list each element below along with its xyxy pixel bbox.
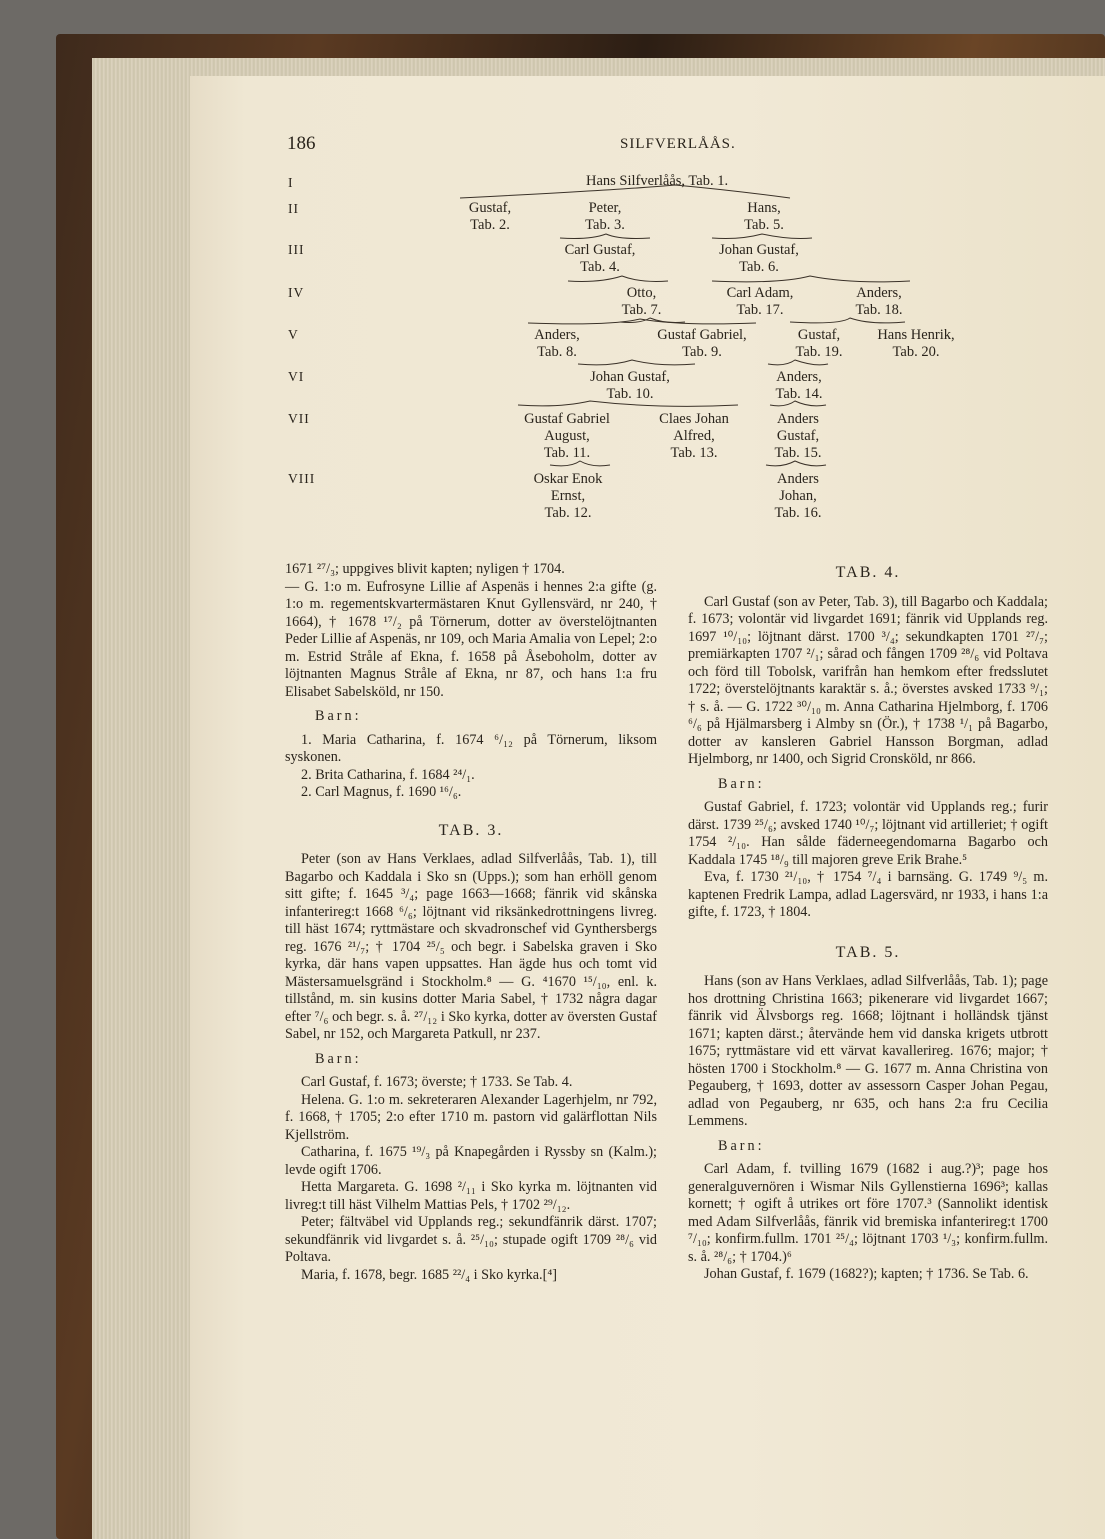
generation-label: II — [288, 201, 299, 216]
generation-label: III — [288, 242, 305, 257]
children-label: Barn: — [315, 1050, 362, 1067]
child-entry: Helena. G. 1:o m. sekreteraren Alexander Lagerhjelm, nr 792, f. 1668, † 1705; 2:o efter 1710 m. pastorn vid galärflottan Nils Kjellström. — [285, 1091, 657, 1143]
generation-label: IV — [288, 285, 305, 300]
generation-label: VI — [288, 369, 305, 384]
child-entry: 2. Carl Magnus, f. 1690 ¹⁶/₆. — [301, 784, 462, 800]
tree-node-anders-tab18: Anders, Tab. 18. — [855, 285, 903, 318]
running-title: SILFVERLÅÅS. — [620, 136, 736, 152]
tree-node-johan-gustaf-tab6: Johan Gustaf, Tab. 6. — [719, 242, 799, 275]
tree-node-anders-gustaf-tab15: Anders Gustaf, Tab. 15. — [774, 411, 822, 461]
child-entry: Hetta Margareta. G. 1698 ²/₁₁ i Sko kyrka m. löjtnanten vid livreg:t till häst Vilhelm Mattias Pels, † 1702 ²⁹/₁₂. — [285, 1179, 657, 1213]
paragraph: — G. 1:o m. Eufrosyne Lillie af Aspenäs i hennes 2:a gifte (g. 1:o m. regementskvartermästaren Knut Gyllensvärd, nr 240, † 1664), † 1678 ¹⁷/₂ på Törnerum, dotter av överstelöjtnanten Peder Lillie af Aspenäs, nr 109, och Maria Amalia von Lepel; 2:o m. Estrid Stråle af Ekna, f. 1658 på Åseboholm, dotter av löjtnanten Magnus Stråle af Ekna, nr 87, och hans 1:a fru Elisabet Sabelsköld, nr 150. — [285, 578, 657, 700]
paragraph: Carl Gustaf (son av Peter, Tab. 3), till Bagarbo och Kaddala; f. 1673; volontär vid livgardet 1691; fänrik vid Upplands reg. 1697 ¹⁰/₁₀; löjtnant därst. 1700 ³/₄; sekundkapten 1701 ²⁷/₇; premiärkapten 1707 ²/₁; sårad och fången 1709 ²⁸/₆ vid Poltava och förd till Tobolsk, varifrån han hemkom efter fredsslutet 1722; överstelöjtnants karaktär s. å.; överstes avsked 1733 ⁹/₁; † s. å. — G. 1722 ³⁰/₁₀ m. Anna Catharina Hjelmborg, f. 1706 ⁶/₆ på Hjälmarsberg i Almby sn (Ör.), † 1738 ¹/₁ på Bagarbo, dotter av kansleren Gabriel Hansson Borgman, adlad Hjelmborg, nr 1400, och Sigrid Cronsköld, nr 866. — [688, 593, 1048, 767]
section-heading-tab4: TAB. 4. — [835, 564, 901, 581]
generation-label: VIII — [288, 471, 316, 486]
genealogy-tree — [0, 0, 1105, 560]
child-entry: Peter; fältväbel vid Upplands reg.; sekundfänrik därst. 1707; sekundfänrik vid livgardet s. å. ²⁵/₁₀; stupade ogift 1709 ²⁸/₆ vid Poltava. — [285, 1214, 657, 1265]
tree-node-anders-johan-tab16: Anders Johan, Tab. 16. — [774, 471, 822, 521]
brace-gen-iii-a — [560, 234, 650, 239]
generation-label: V — [288, 327, 299, 342]
paragraph: Peter (son av Hans Verklaes, adlad Silfverlåås, Tab. 1), till Bagarbo och Kaddala i Sko sn (Upps.); som han erhöll genom sitt gifte; f. 1645 ³/₄; page 1663—1668; fänrik vid skånska infanterireg:t 1668 ⁶/₆; löjtnant vid riksänkedrottningens livreg. till häst 1674; ryttmästare och skvadronschef vid Gynthersbergs reg. 1676 ²¹/₇; † 1704 ²⁵/₅ och begr. i Sabelska graven i Sko kyrka, där hans vapen uppsattes. Han ägde hus och tomt vid Mästersamuelsgränd i Stockholm.⁸ — G. ⁴1670 ¹⁵/₁₀, enl. k. tillstånd, m. sin kusins dotter Maria Sabel, † 1732 några dagar efter ⁷/₆ och begr. s. å. ²⁷/₁₂ i Sko kyrka, dotter av översten Gustaf Sabel, nr 152, och Margareta Patkull, nr 237. — [285, 851, 657, 1042]
page-number: 186 — [287, 133, 316, 154]
section-heading-tab3: TAB. 3. — [438, 821, 504, 839]
paragraph: 1671 ²⁷/₃; uppgives blivit kapten; nyligen † 1704. — [285, 561, 565, 577]
child-entry: Gustaf Gabriel, f. 1723; volontär vid Upplands reg.; furir därst. 1739 ²⁵/₆; avsked 1740 ¹⁰/₇; löjtnant vid artilleriet; † ogift 1754 ²/₁₀. Han sålde fäderneegendomarna Bagarbo och Kaddala 1745 ¹⁸/₉ till majoren greve Erik Brahe.⁵ — [688, 799, 1048, 868]
tree-node-gustaf-tab19: Gustaf, Tab. 19. — [795, 327, 843, 360]
section-heading-tab5: TAB. 5. — [835, 943, 901, 961]
child-entry: Carl Adam, f. tvilling 1679 (1682 i aug.?)³; page hos generalguvernören i Wismar Nils Gyllenstierna 1696³; kallas kornett; † ogift å utrikes ort före 1707.³ (Sannolikt identisk med Adam Silfverlåås, fänrik vid bremiska infanterireg:t 1700 ⁷/₁₀; konfirm.fullm. 1701 ²⁵/₄; löjtnant 1703 ¹/₃; konfirm.fullm. s. å. ²⁸/₆; † 1704.)⁶ — [688, 1161, 1048, 1265]
paragraph: Hans (son av Hans Verklaes, adlad Silfverlåås, Tab. 1); page hos drottning Christina 1663; pikenerare vid livgardet 1667; fänrik vid Älvsborgs reg. 1668; löjtnant i holländsk tjänst 1671; kapten därst.; återvände hem vid danska krigets utbrott 1675; ryttmästare vid ett värvat kavallerireg. 1676; major; † hösten 1700 i Stockholm.⁸ — G. 1677 m. Anna Christina von Pegauberg, † 1693, dotter av assessorn Casper Johan Pegau, adlad von Pegauberg, nr 635, och hans 2:a fru Cecilia Lemmens. — [688, 973, 1048, 1129]
child-entry: Maria, f. 1678, begr. 1685 ²²/₄ i Sko kyrka.[⁴] — [301, 1266, 557, 1283]
child-entry: Eva, f. 1730 ²¹/₁₀, † 1754 ⁷/₄ i barnsäng. G. 1749 ⁹/₅ m. kaptenen Fredrik Lampa, adlad Lagersvärd, nr 1933, i hans 1:a gifte, f. 1723, † 1804. — [688, 869, 1048, 920]
generation-label: VII — [288, 411, 310, 426]
tree-node-carl-adam-tab17: Carl Adam, Tab. 17. — [726, 285, 794, 318]
tree-node-oskar-enok-ernst-tab12: Oskar Enok Ernst, Tab. 12. — [533, 471, 603, 521]
tree-node-claes-johan-alfred-tab13: Claes Johan Alfred, Tab. 13. — [659, 411, 729, 461]
tree-node-johan-gustaf-tab10: Johan Gustaf, Tab. 10. — [590, 369, 670, 402]
tree-node-hans-tab1: Hans Silfverlåås, Tab. 1. — [586, 173, 729, 189]
child-entry: Carl Gustaf, f. 1673; överste; † 1733. Se Tab. 4. — [301, 1074, 573, 1090]
brace-gen-iv-b — [712, 276, 910, 282]
child-entry: Johan Gustaf, f. 1679 (1682?); kapten; † 1736. Se Tab. 6. — [704, 1266, 1029, 1282]
tree-node-hans-tab5: Hans, Tab. 5. — [744, 200, 784, 233]
child-entry: 1. Maria Catharina, f. 1674 ⁶/₁₂ på Törnerum, liksom syskonen. — [285, 731, 657, 765]
left-column — [285, 561, 657, 1284]
right-column — [688, 562, 1048, 1284]
tree-node-anders-tab14: Anders, Tab. 14. — [775, 369, 823, 402]
generation-label: I — [288, 175, 294, 190]
child-entry: 2. Brita Catharina, f. 1684 ²⁴/₁. — [301, 766, 475, 783]
tree-node-gustaf-gabriel-august-tab11: Gustaf Gabriel August, Tab. 11. — [524, 411, 610, 461]
tree-node-peter-tab3: Peter, Tab. 3. — [585, 200, 625, 233]
tree-node-gustaf-tab2: Gustaf, Tab. 2. — [468, 200, 512, 233]
children-label: Barn: — [718, 1137, 765, 1154]
brace-gen-iii-b — [712, 234, 812, 239]
tree-node-otto-tab7: Otto, Tab. 7. — [621, 285, 662, 318]
child-entry: Catharina, f. 1675 ¹⁹/₃ på Knapegården i Ryssby sn (Kalm.); levde ogift 1706. — [285, 1144, 657, 1178]
tree-node-carl-gustaf-tab4: Carl Gustaf, Tab. 4. — [564, 242, 636, 275]
children-label: Barn: — [315, 708, 362, 724]
children-label: Barn: — [718, 775, 765, 792]
tree-node-gustaf-gabriel-tab9: Gustaf Gabriel, Tab. 9. — [657, 327, 747, 360]
tree-node-anders-tab8: Anders, Tab. 8. — [534, 327, 580, 360]
brace-gen-iv-a — [568, 276, 668, 281]
tree-node-hans-henrik-tab20: Hans Henrik, Tab. 20. — [877, 327, 955, 360]
